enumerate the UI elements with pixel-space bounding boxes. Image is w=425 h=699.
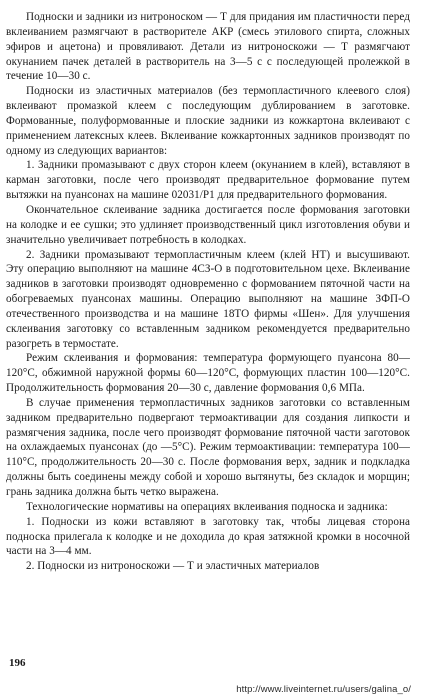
paragraph-technological-norms: Технологические нормативы на операциях вклеивания подноска и задника: — [26, 500, 388, 513]
paragraph-norm-1: 1. Подноски из кожи вставляют в заготовку так, чтобы лицевая сторона подноска прилегала к колодке и не доходила до края затяжной кромки в носочной части на 3—4 мм. — [6, 515, 410, 558]
paragraph-norm-2: 2. Подноски из нитроноскожи — Т и эластичных материалов — [26, 560, 320, 573]
paragraph-variant-1: 1. Задники промазывают с двух сторон клеем (окунанием в клей), вставляют в карман заготовки, после чего производят предварительное формование путем вытяжки на пуансонах на машине 02031/Р1 для предварительного формования. — [6, 159, 410, 202]
paragraph-thermoplastic-counters: В случае применения термопластичных задников заготовки со вставленным задником предварительно подвергают термоактивации для создания липкости и размягчения задника, после чего производят формование пяточной части заготовок на охлаждаемых пуансонах (до —5°С). Режим термоактивации: температура 100—110°С, продолжительность 20—30 с. После формования верх, задник и подкладка должны быть соединены между собой и хорошо вытянуты, без складок и морщин; грань задника должна быть четко выражена. — [6, 396, 410, 498]
paragraph-variant-2: 2. Задники промазывают термопластичным клеем (клей НТ) и высушивают. Эту операцию выполняют на машине 4СЗ-О в подготовительном цехе. Вклеивание задников в заготовки производят одновременно с формованием пяточной части на обогреваемых пуансонах машины. Операцию выполняют на машине ЗФП-О отечественного производства и на машине 18ТО фирмы «Шен». Для улучшения склеивания заготовку со вставленным задником рекомендуется предварительно разогреть в термостате. — [6, 248, 410, 350]
page-number: 196 — [9, 657, 26, 669]
paragraph-elastic-materials: Подноски из эластичных материалов (без термопластичного клеевого слоя) вклеивают промазкой клеем с последующим дублированием в заготовке. Формованные, полуформованные и плоские задники из кожкартона вклеивают с применением латексных клеев. Вклеивание кожкартонных задников производят по одному из следующих вариантов: — [6, 85, 410, 157]
page-body-text — [6, 10, 410, 574]
paragraph-gluing-mode: Режим склеивания и формования: температура формующего пуансона 80—120°С, обжимной наружной формы 60—120°С, формующих пластин 100—120°С. Продолжительность формования 20—30 с, давление формования 0,6 МПа. — [6, 352, 410, 395]
watermark-url: http://www.liveinternet.ru/users/galina_o/ — [236, 684, 411, 695]
paragraph-toe-puff-softening: Подноски и задники из нитроноском — Т для придания им пластичности перед вклеиванием размягчают в растворителе АКР (смесь этилового спирта, сложных эфиров и ацетона) и провяливают. Детали из нитроноскожи — Т размягчают окунанием пачек деталей в растворитель на 3—5 с с последующей пролежкой в течение 10—30 с. — [6, 11, 410, 83]
paragraph-final-gluing: Окончательное склеивание задника достигается после формования заготовки на колодке и ее сушки; это удлиняет производственный цикл изготовления обуви и значительно увеличивает потребность в колодках. — [6, 203, 410, 246]
